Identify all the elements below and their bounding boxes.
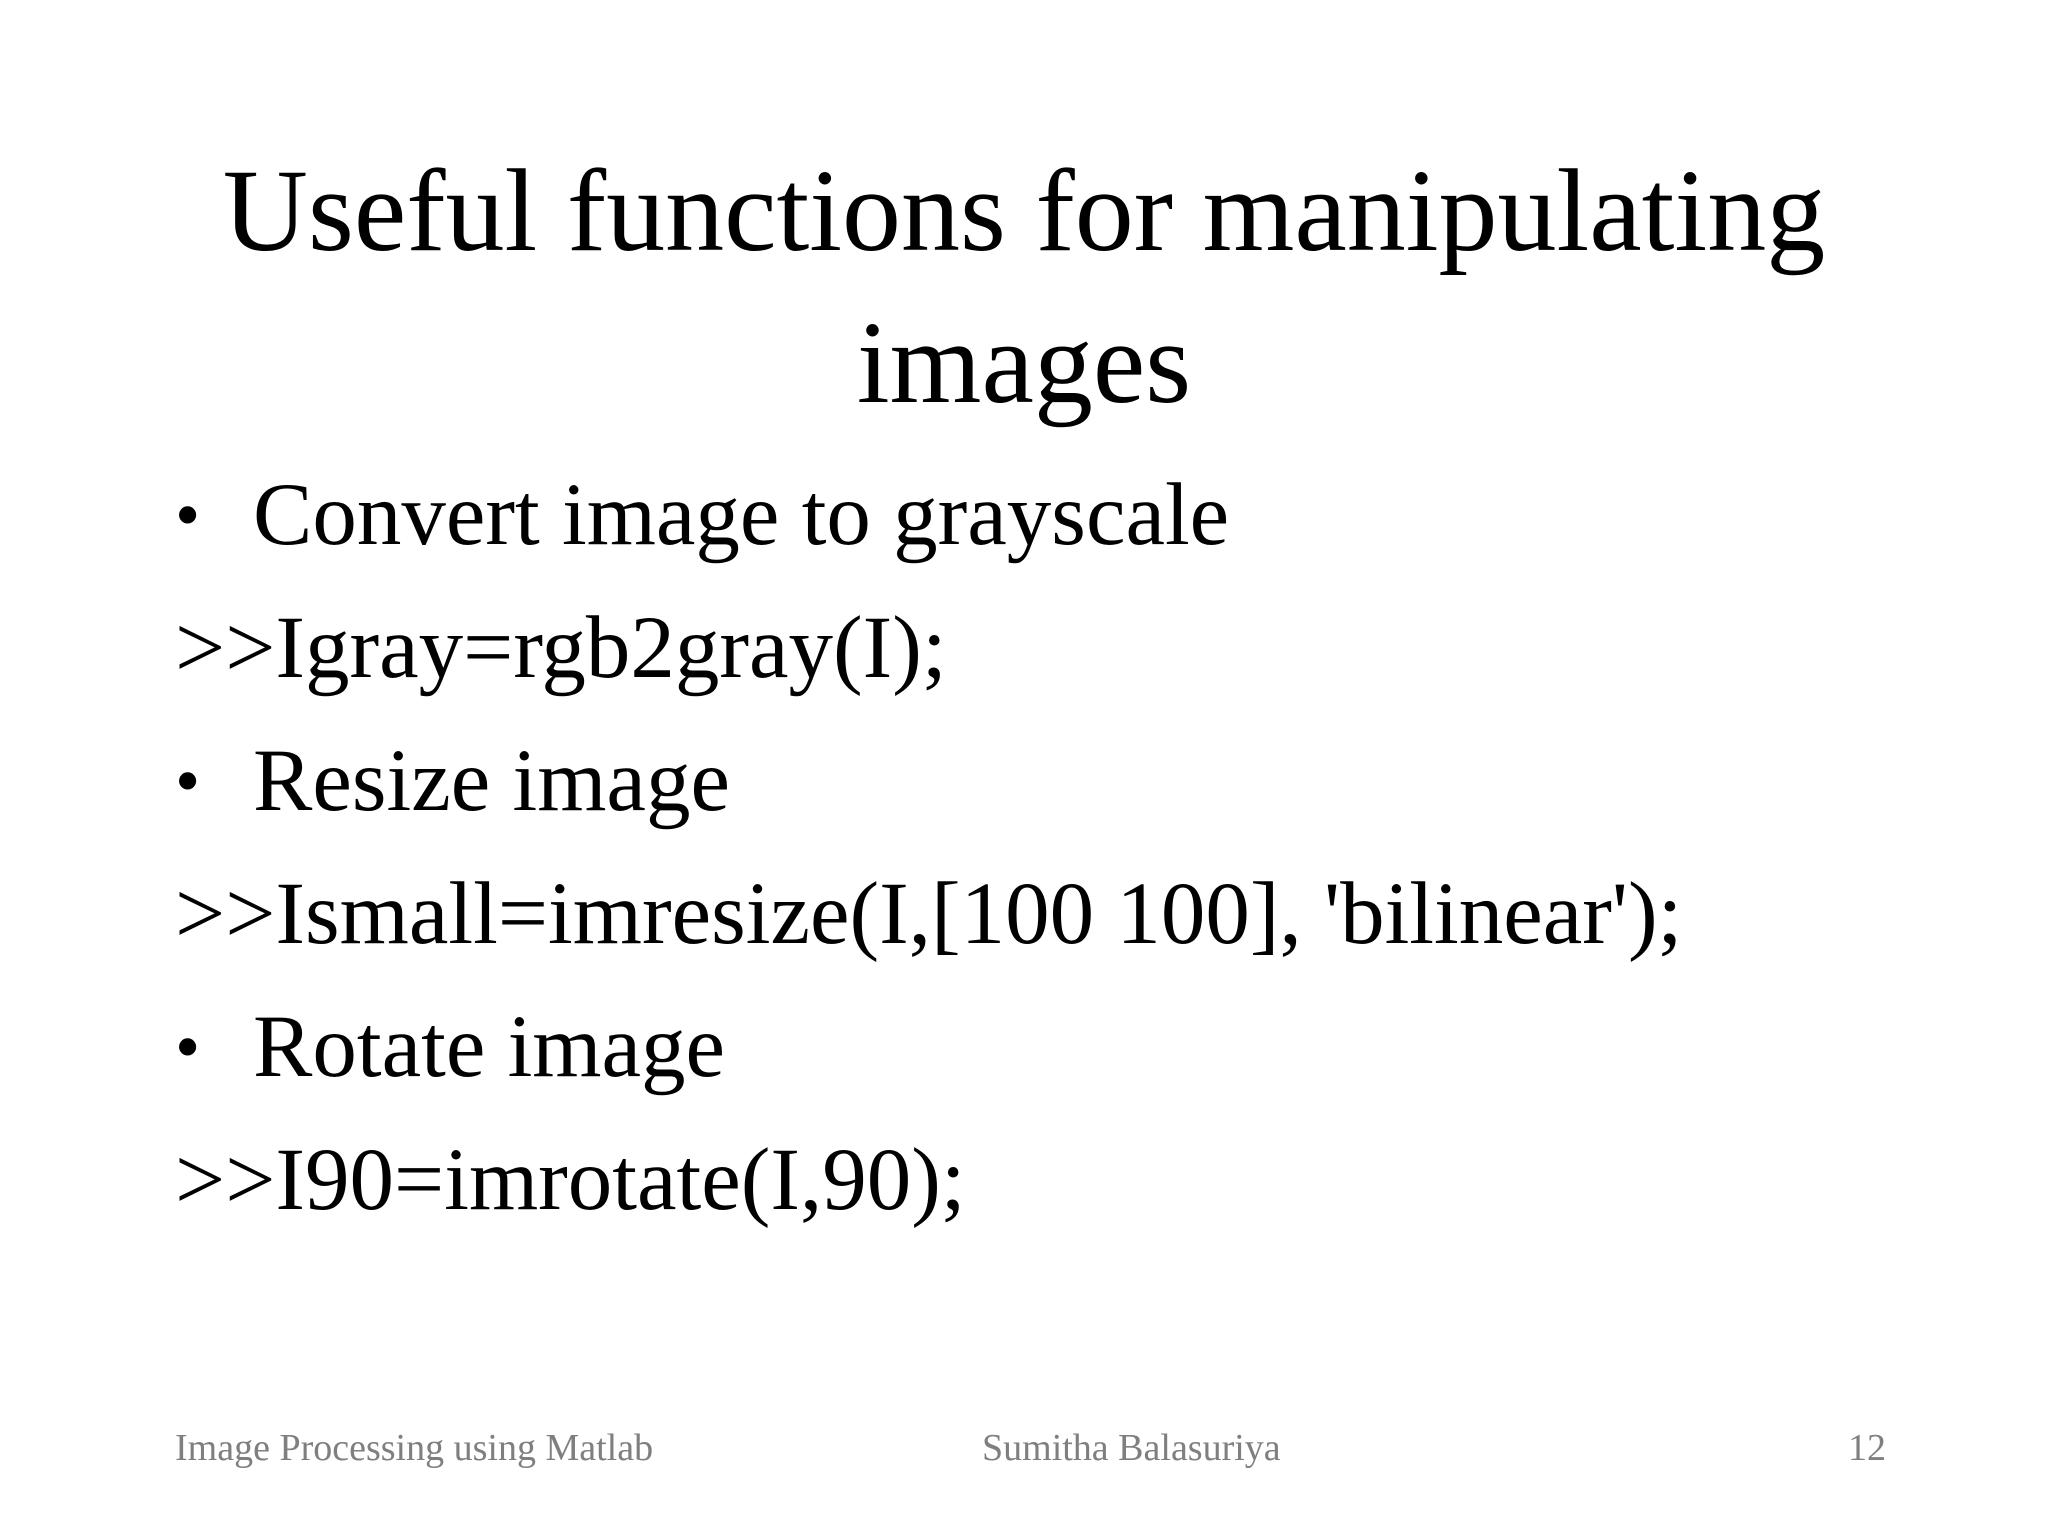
bullet-text: Resize image — [253, 732, 730, 830]
slide-footer — [0, 1424, 2048, 1474]
bullet-text: Convert image to grayscale — [253, 466, 1230, 564]
code-line: >>Ismall=imresize(I,[100 100], 'bilinear'); — [175, 865, 1683, 963]
footer-author: Sumitha Balasuriya — [982, 1427, 1281, 1469]
slide-content — [175, 460, 1975, 1258]
bullet-icon: • — [175, 475, 201, 555]
list-item — [175, 992, 1975, 1258]
slide-title — [150, 135, 1898, 439]
list-item — [175, 460, 1975, 726]
list-item — [175, 726, 1975, 992]
code-line: >>I90=imrotate(I,90); — [175, 1131, 966, 1229]
bullet-text: Rotate image — [253, 998, 726, 1096]
page-number: 12 — [1848, 1427, 1886, 1469]
slide-title-line-2: images — [856, 297, 1192, 428]
slide-title-line-1: Useful functions for manipulating — [222, 145, 1826, 276]
bullet-icon: • — [175, 741, 201, 821]
footer-course-title: Image Processing using Matlab — [175, 1427, 654, 1469]
code-line: >>Igray=rgb2gray(I); — [175, 599, 947, 697]
bullet-icon: • — [175, 1007, 201, 1087]
